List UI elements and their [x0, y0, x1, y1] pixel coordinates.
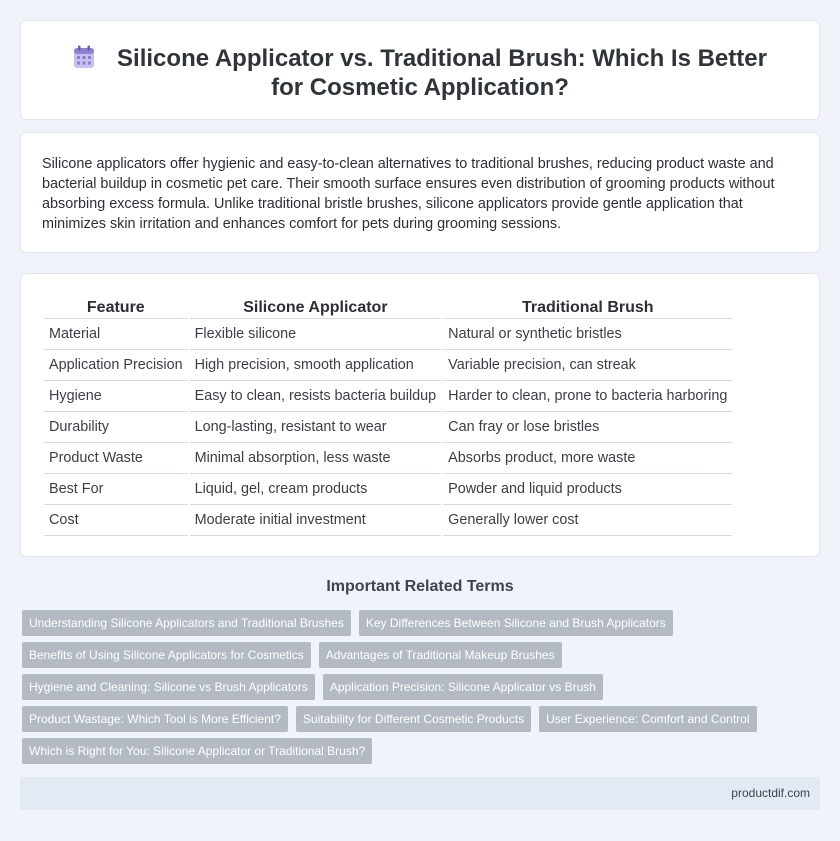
related-term-tag[interactable]: Application Precision: Silicone Applicator vs Brush — [323, 674, 603, 700]
table-cell: Product Waste — [44, 443, 188, 474]
related-term-tag[interactable]: Key Differences Between Silicone and Brush Applicators — [359, 610, 673, 636]
table-row — [44, 505, 732, 536]
table-cell: Minimal absorption, less waste — [190, 443, 442, 474]
table-cell: Liquid, gel, cream products — [190, 474, 442, 505]
table-cell: Cost — [44, 505, 188, 536]
calendar-icon — [73, 45, 95, 69]
related-term-tag[interactable]: Suitability for Different Cosmetic Products — [296, 706, 531, 732]
table-row — [44, 350, 732, 381]
footer — [20, 777, 820, 810]
table-cell: Generally lower cost — [443, 505, 732, 536]
footer-site-link[interactable]: productdif.com — [731, 786, 810, 800]
table-row — [44, 443, 732, 474]
table-cell: Long-lasting, resistant to wear — [190, 412, 442, 443]
related-terms-title: Important Related Terms — [326, 578, 514, 595]
table-row — [44, 412, 732, 443]
table-cell: Harder to clean, prone to bacteria harboring — [443, 381, 732, 412]
tag-row — [22, 642, 812, 668]
comparison-card — [20, 273, 820, 557]
tag-row — [22, 706, 812, 732]
table-cell: Natural or synthetic bristles — [443, 319, 732, 350]
table-row — [44, 381, 732, 412]
table-row — [44, 319, 732, 350]
table-cell: Absorbs product, more waste — [443, 443, 732, 474]
tag-row — [22, 738, 812, 764]
table-cell: Hygiene — [44, 381, 188, 412]
header-traditional-brush: Traditional Brush — [443, 295, 732, 319]
table-cell: High precision, smooth application — [190, 350, 442, 381]
intro-card — [20, 132, 820, 253]
tag-row — [22, 674, 812, 700]
table-cell: Easy to clean, resists bacteria buildup — [190, 381, 442, 412]
tag-row — [22, 610, 812, 636]
table-cell: Best For — [44, 474, 188, 505]
table-cell: Powder and liquid products — [443, 474, 732, 505]
table-cell: Durability — [44, 412, 188, 443]
comparison-table — [42, 295, 734, 536]
related-term-tag[interactable]: Advantages of Traditional Makeup Brushes — [319, 642, 562, 668]
related-term-tag[interactable]: Understanding Silicone Applicators and Traditional Brushes — [22, 610, 351, 636]
header-feature: Feature — [44, 295, 188, 319]
related-term-tag[interactable]: User Experience: Comfort and Control — [539, 706, 756, 732]
table-cell: Variable precision, can streak — [443, 350, 732, 381]
table-header-row — [44, 295, 732, 319]
table-cell: Flexible silicone — [190, 319, 442, 350]
related-terms-list — [22, 610, 812, 770]
table-row — [44, 474, 732, 505]
table-cell: Material — [44, 319, 188, 350]
related-term-tag[interactable]: Hygiene and Cleaning: Silicone vs Brush Applicators — [22, 674, 315, 700]
related-term-tag[interactable]: Which is Right for You: Silicone Applicator or Traditional Brush? — [22, 738, 372, 764]
related-term-tag[interactable]: Product Wastage: Which Tool is More Efficient? — [22, 706, 288, 732]
table-cell: Moderate initial investment — [190, 505, 442, 536]
related-term-tag[interactable]: Benefits of Using Silicone Applicators for Cosmetics — [22, 642, 311, 668]
page-title — [21, 44, 819, 102]
intro-paragraph: Silicone applicators offer hygienic and easy-to-clean alternatives to traditional brushes, reducing product waste and bacterial buildup in cosmetic pet care. Their smooth surface ensures even distribution of grooming products without absorbing excess formula. Unlike traditional bristle brushes, silicone applicators provide gentle application that minimizes skin irritation and enhances comfort for pets during grooming sessions. — [42, 156, 775, 232]
table-cell: Can fray or lose bristles — [443, 412, 732, 443]
header-card — [20, 20, 820, 120]
header-silicone-applicator: Silicone Applicator — [190, 295, 442, 319]
page-title-text: Silicone Applicator vs. Traditional Brush: Which Is Better for Cosmetic Application? — [117, 45, 767, 101]
table-cell: Application Precision — [44, 350, 188, 381]
